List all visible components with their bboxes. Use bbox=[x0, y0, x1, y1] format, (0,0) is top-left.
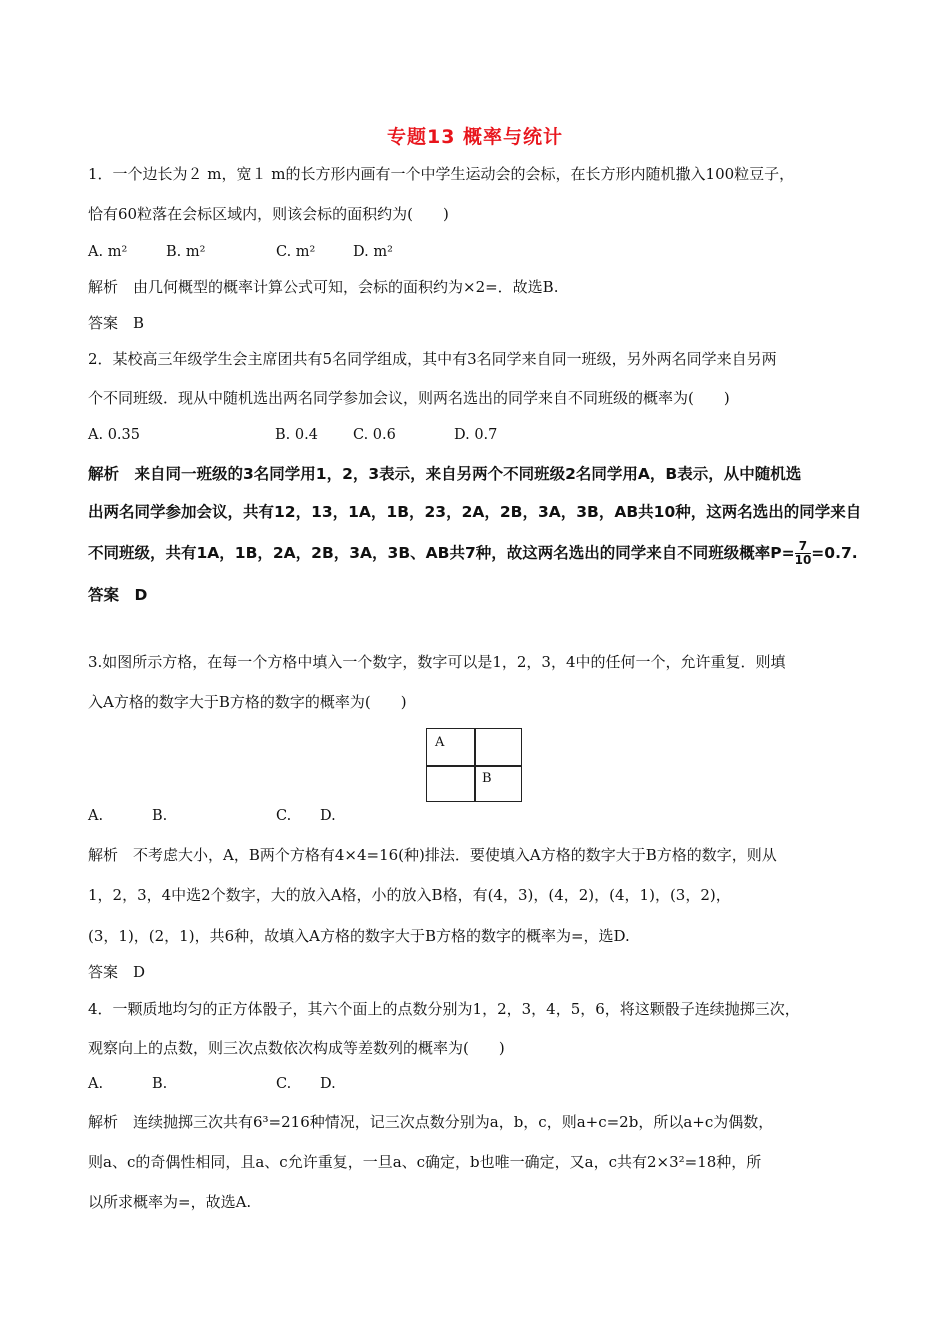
q2-analysis-line2: 出两名同学参加会议，共有12，13，1A，1B，23，2A，2B，3A，3B，AB共10种，这两名选出的同学来自 bbox=[88, 503, 862, 521]
fraction-denominator: 10 bbox=[794, 553, 812, 567]
q4-analysis-line2: 则a、c的奇偶性相同，且a、c允许重复，一旦a、c确定，b也唯一确定，又a，c共有2×3²=18种，所 bbox=[88, 1153, 762, 1171]
q2-option-b: B. 0.4 bbox=[275, 427, 318, 443]
grid-horizontal-divider bbox=[427, 765, 521, 767]
q1-analysis: 解析 由几何概型的概率计算公式可知，会标的面积约为×2=．故选B. bbox=[88, 278, 559, 296]
q1-stem-line1: 1．一个边长为２ m，宽１ m的长方形内画有一个中学生运动会的会标，在长方形内随机撒入100粒豆子， bbox=[88, 165, 795, 183]
q2-stem-line1: 2．某校高三年级学生会主席团共有5名同学组成，其中有3名同学来自同一班级，另外两名同学来自另两 bbox=[88, 350, 777, 368]
q4-stem-line1: 4．一颗质地均匀的正方体骰子，其六个面上的点数分别为1，2，3，4，5，6，将这颗骰子连续抛掷三次， bbox=[88, 1000, 800, 1018]
q2-option-c: C. 0.6 bbox=[353, 427, 396, 443]
q2-option-a: A. 0.35 bbox=[88, 427, 140, 443]
q3-stem-line2: 入A方格的数字大于B方格的数字的概率为( ) bbox=[88, 693, 407, 711]
page-title: 专题13 概率与统计 bbox=[386, 126, 564, 148]
q2-analysis-line3-text: 不同班级，共有1A，1B，2A，2B，3A，3B、AB共7种，故这两名选出的同学来自不同班级概率P= bbox=[88, 544, 795, 562]
q4-stem-line2: 观察向上的点数，则三次点数依次构成等差数列的概率为( ) bbox=[88, 1039, 505, 1057]
q1-option-d: D. m² bbox=[353, 244, 393, 260]
q3-option-d: D. bbox=[320, 808, 336, 824]
q3-stem-line1: 3.如图所示方格，在每一个方格中填入一个数字，数字可以是1，2，3，4中的任何一个，允许重复．则填 bbox=[88, 653, 786, 671]
q3-option-c: C. bbox=[276, 808, 292, 824]
q3-answer: 答案 D bbox=[88, 963, 146, 981]
q3-analysis-line2: 1，2，3，4中选2个数字，大的放入A格，小的放入B格，有(4，3)，(4，2)，(4，1)，(3，2)， bbox=[88, 886, 731, 904]
q4-option-c: C. bbox=[276, 1076, 292, 1092]
q2-option-d: D. 0.7 bbox=[454, 427, 498, 443]
q2-analysis-line3-result: =0.7. bbox=[811, 544, 858, 562]
q1-answer: 答案 B bbox=[88, 314, 145, 332]
q4-option-d: D. bbox=[320, 1076, 336, 1092]
q2-stem-line2: 个不同班级．现从中随机选出两名同学参加会议，则两名选出的同学来自不同班级的概率为( ) bbox=[88, 389, 730, 407]
q2-answer: 答案 D bbox=[88, 586, 148, 604]
q4-option-a: A. bbox=[88, 1076, 104, 1092]
q3-option-a: A. bbox=[88, 808, 104, 824]
q3-option-b: B. bbox=[152, 808, 168, 824]
fraction-numerator: 7 bbox=[795, 540, 812, 554]
q3-analysis-line1: 解析 不考虑大小，A，B两个方格有4×4=16(种)排法．要使填入A方格的数字大于B方格的数字，则从 bbox=[88, 846, 777, 864]
q3-analysis-line3: (3，1)，(2，1)，共6种，故填入A方格的数字大于B方格的数字的概率为=，选D. bbox=[88, 927, 630, 945]
q1-option-c: C. m² bbox=[276, 244, 316, 260]
q2-analysis-line1: 解析 来自同一班级的3名同学用1，2，3表示，来自另两个不同班级2名同学用A，B表示，从中随机选 bbox=[88, 465, 802, 483]
square-grid-figure bbox=[426, 728, 522, 802]
probability-fraction bbox=[795, 540, 812, 567]
q1-option-a: A. m² bbox=[88, 244, 128, 260]
grid-cell-a-label: A bbox=[435, 735, 445, 750]
q4-analysis-line3: 以所求概率为=，故选A. bbox=[88, 1193, 252, 1211]
q4-option-b: B. bbox=[152, 1076, 168, 1092]
grid-cell-b-label: B bbox=[482, 771, 492, 786]
q1-stem-line2: 恰有60粒落在会标区域内，则该会标的面积约为( ) bbox=[88, 205, 449, 223]
q2-analysis-line3 bbox=[88, 540, 858, 567]
q1-option-b: B. m² bbox=[166, 244, 206, 260]
q4-analysis-line1: 解析 连续抛掷三次共有6³=216种情况，记三次点数分别为a，b，c，则a+c=2b，所以a+c为偶数， bbox=[88, 1113, 774, 1131]
